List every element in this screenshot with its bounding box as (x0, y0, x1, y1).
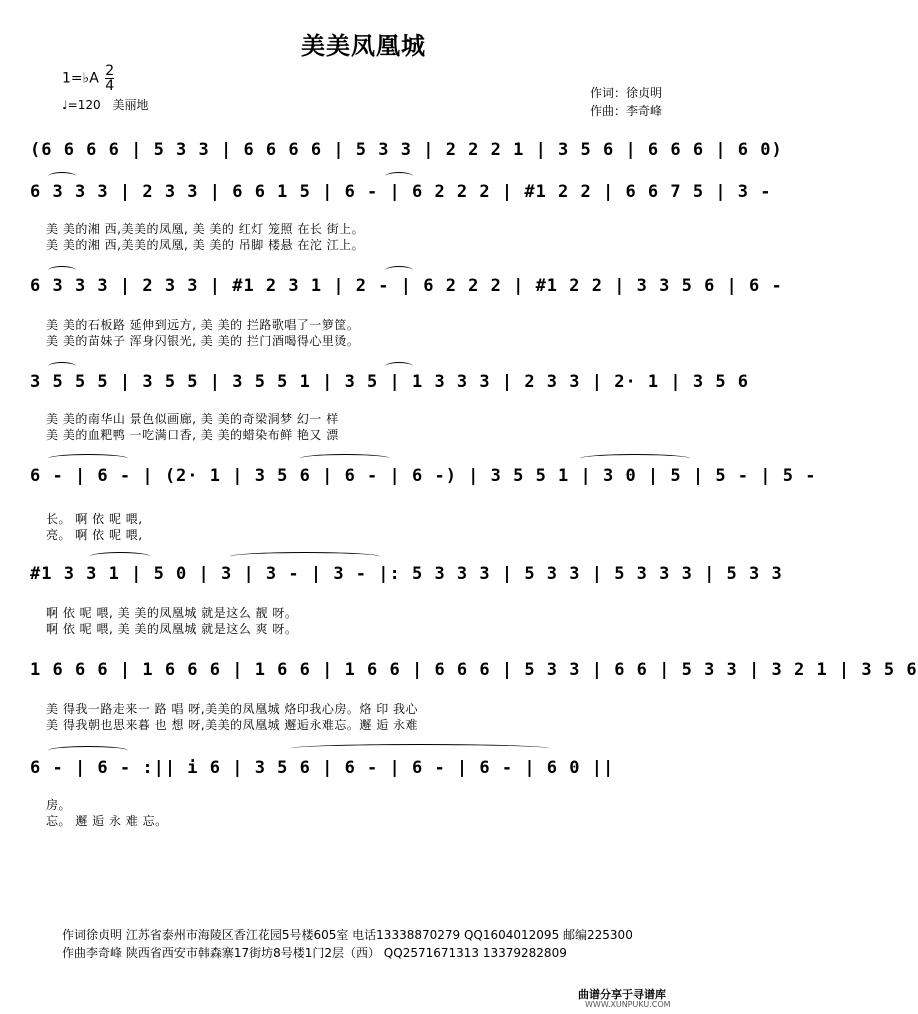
lyric-verse2-line7: 美 得我朝也思来暮 也 想 呀,美美的凤凰城 邂逅永难忘。邂 逅 永难 (46, 718, 419, 732)
lyricist-credit: 作词：徐贞明 (590, 86, 663, 100)
slur-mark (48, 454, 128, 463)
lyric-verse1-line7: 美 得我一路走来一 路 唱 呀,美美的凤凰城 烙印我心房。烙 印 我心 (46, 702, 419, 716)
lyric-verse2-line3: 美 美的苗妹子 浑身闪银光, 美 美的 拦门酒喝得心里烫。 (46, 334, 360, 348)
lyric-verse2-line2: 美 美的湘 西,美美的凤凰, 美 美的 吊脚 楼悬 在沱 江上。 (46, 238, 365, 252)
tempo-value: ♩=120 (62, 98, 101, 112)
slur-mark (90, 552, 150, 561)
slur-mark (580, 454, 690, 463)
slur-mark (290, 744, 550, 753)
tempo-marking (62, 96, 148, 113)
lyric-verse2-line8: 忘。 邂 逅 永 难 忘。 (46, 814, 168, 828)
time-bottom: 4 (105, 78, 115, 94)
brand-url[interactable]: WWW.XUNPUKU.COM (585, 1000, 671, 1009)
slur-mark (300, 454, 390, 463)
slur-mark (385, 172, 413, 181)
lyric-verse2-line6: 啊 依 呢 喂, 美 美的凤凰城 就是这么 爽 呀。 (46, 622, 298, 636)
lyricist-contact: 作词徐贞明 江苏省泰州市海陵区香江花园5号楼605室 电话13338870279 QQ1604012095 邮编225300 (62, 928, 633, 942)
notation-line-8: 6 - | 6 - :|| i 6 | 3 5 6 | 6 - | 6 - | 6 - | 6 0 || (30, 758, 615, 778)
slur-mark (48, 266, 76, 275)
time-signature (105, 64, 114, 93)
composer-contact: 作曲李奇峰 陕西省西安市韩森寨17街坊8号楼1门2层（西） QQ2571671313 13379282809 (62, 946, 567, 960)
notation-line-1: (6 6 6 6 | 5 3 3 | 6 6 6 6 | 5 3 3 | 2 2 2 1 | 3 5 6 | 6 6 6 | 6 0) (30, 140, 783, 160)
lyric-verse1-line8: 房。 (46, 798, 72, 812)
slur-mark (385, 266, 413, 275)
lyric-verse1-line2: 美 美的湘 西,美美的凤凰, 美 美的 红灯 笼照 在长 街上。 (46, 222, 365, 236)
lyric-verse1-line4: 美 美的南华山 景色似画廊, 美 美的奇梁洞梦 幻一 样 (46, 412, 339, 426)
lyric-verse1-line6: 啊 依 呢 喂, 美 美的凤凰城 就是这么 靓 呀。 (46, 606, 298, 620)
notation-line-6: #1 3 3 1 | 5 0 | 3 | 3 - | 3 - |: 5 3 3 3 | 5 3 3 | 5 3 3 3 | 5 3 3 (30, 564, 783, 584)
time-top: 2 (105, 63, 115, 79)
notation-line-7: 1 6 6 6 | 1 6 6 6 | 1 6 6 | 1 6 6 | 6 6 6 | 5 3 3 | 6 6 | 5 3 3 | 3 2 1 | 3 5 6 (30, 660, 918, 680)
lyric-verse1-line3: 美 美的石板路 延伸到远方, 美 美的 拦路歌唱了一箩筐。 (46, 318, 360, 332)
brand-logo: 曲谱分享于寻谱库 (578, 988, 666, 1001)
slur-mark (48, 746, 128, 755)
lyric-verse2-line4: 美 美的血粑鸭 一吃满口香, 美 美的蜡染布鲜 艳又 漂 (46, 428, 339, 442)
key-signature (62, 64, 114, 93)
key-label: 1=♭A (62, 70, 99, 87)
slur-mark (48, 172, 76, 181)
expression-mark: 美丽地 (112, 98, 149, 112)
notation-line-3: 6 3 3 3 | 2 3 3 | #1 2 3 1 | 2 - | 6 2 2 2 | #1 2 2 | 3 3 5 6 | 6 - (30, 276, 783, 296)
page-title: 美美凤凰城 (301, 32, 426, 60)
slur-mark (48, 362, 76, 371)
lyric-verse1-line5: 长。 啊 依 呢 喂, (46, 512, 143, 526)
notation-line-5: 6 - | 6 - | (2· 1 | 3 5 6 | 6 - | 6 -) | 3 5 5 1 | 3 0 | 5 | 5 - | 5 - (30, 466, 817, 486)
notation-line-2: 6 3 3 3 | 2 3 3 | 6 6 1 5 | 6 - | 6 2 2 2 | #1 2 2 | 6 6 7 5 | 3 - (30, 182, 772, 202)
slur-mark (385, 362, 413, 371)
notation-line-4: 3 5 5 5 | 3 5 5 | 3 5 5 1 | 3 5 | 1 3 3 3 | 2 3 3 | 2· 1 | 3 5 6 (30, 372, 750, 392)
lyric-verse2-line5: 亮。 啊 依 呢 喂, (46, 528, 143, 542)
slur-mark (230, 552, 380, 561)
composer-credit: 作曲：李奇峰 (590, 104, 663, 118)
